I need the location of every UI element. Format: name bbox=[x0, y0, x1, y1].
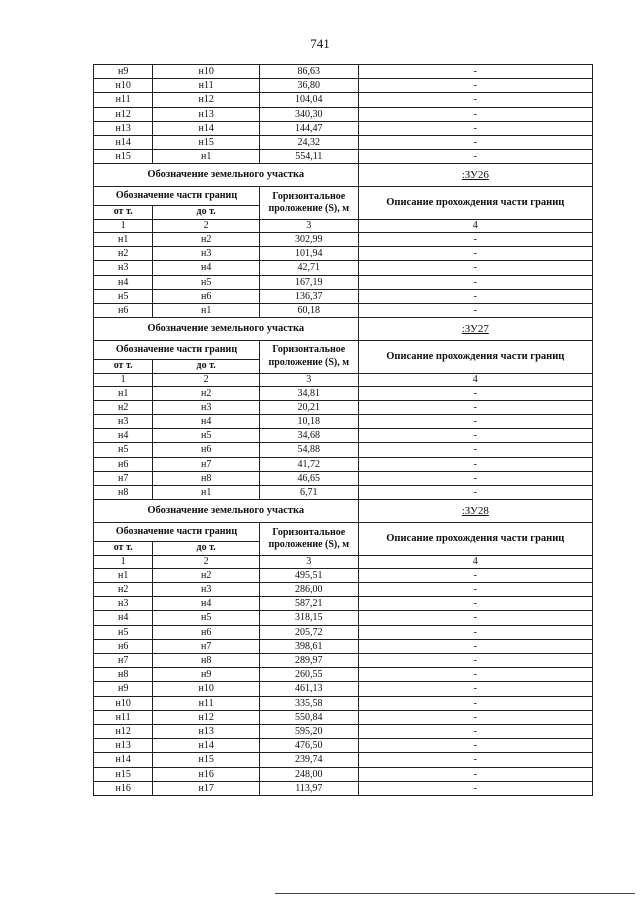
length-cell: 398,61 bbox=[259, 639, 358, 653]
table-row bbox=[94, 486, 593, 500]
from-header: от т. bbox=[94, 542, 153, 556]
from-header: от т. bbox=[94, 360, 153, 374]
to-header: до т. bbox=[153, 206, 260, 220]
length-cell: 41,72 bbox=[259, 457, 358, 471]
from-point-cell: н6 bbox=[94, 457, 153, 471]
length-header: Горизонтальное проложение (S), м bbox=[259, 341, 358, 374]
to-point-cell: н4 bbox=[153, 597, 260, 611]
description-cell: - bbox=[358, 443, 592, 457]
length-cell: 60,18 bbox=[259, 303, 358, 317]
column-number: 4 bbox=[358, 555, 592, 568]
length-cell: 205,72 bbox=[259, 625, 358, 639]
to-point-cell: н10 bbox=[153, 65, 260, 79]
to-point-cell: н10 bbox=[153, 682, 260, 696]
table-row bbox=[94, 400, 593, 414]
description-cell: - bbox=[358, 710, 592, 724]
description-cell: - bbox=[358, 682, 592, 696]
table-row bbox=[94, 415, 593, 429]
page-bottom-rule bbox=[275, 893, 635, 894]
section-title-row bbox=[94, 500, 593, 523]
description-cell: - bbox=[358, 457, 592, 471]
description-header: Описание прохождения части границ bbox=[358, 187, 592, 220]
description-cell: - bbox=[358, 753, 592, 767]
from-point-cell: н10 bbox=[94, 79, 153, 93]
from-point-cell: н4 bbox=[94, 275, 153, 289]
section-label: Обозначение земельного участка bbox=[94, 500, 359, 523]
from-point-cell: н3 bbox=[94, 415, 153, 429]
table-row bbox=[94, 303, 593, 317]
to-point-cell: н8 bbox=[153, 653, 260, 667]
table-row bbox=[94, 781, 593, 795]
to-point-cell: н7 bbox=[153, 457, 260, 471]
description-cell: - bbox=[358, 611, 592, 625]
description-cell: - bbox=[358, 725, 592, 739]
length-cell: 36,80 bbox=[259, 79, 358, 93]
to-point-cell: н2 bbox=[153, 232, 260, 246]
to-point-cell: н1 bbox=[153, 486, 260, 500]
length-cell: 476,50 bbox=[259, 739, 358, 753]
to-point-cell: н4 bbox=[153, 415, 260, 429]
description-cell: - bbox=[358, 150, 592, 164]
to-point-cell: н8 bbox=[153, 471, 260, 485]
length-cell: 260,55 bbox=[259, 668, 358, 682]
to-point-cell: н6 bbox=[153, 443, 260, 457]
to-point-cell: н14 bbox=[153, 739, 260, 753]
description-cell: - bbox=[358, 739, 592, 753]
from-point-cell: н5 bbox=[94, 625, 153, 639]
parcel-code: :ЗУ28 bbox=[358, 500, 592, 523]
section-title-row bbox=[94, 318, 593, 341]
description-cell: - bbox=[358, 486, 592, 500]
length-cell: 595,20 bbox=[259, 725, 358, 739]
from-point-cell: н14 bbox=[94, 753, 153, 767]
column-number-row bbox=[94, 219, 593, 232]
description-cell: - bbox=[358, 639, 592, 653]
length-cell: 335,58 bbox=[259, 696, 358, 710]
table-row bbox=[94, 653, 593, 667]
to-point-cell: н3 bbox=[153, 247, 260, 261]
from-point-cell: н7 bbox=[94, 653, 153, 667]
header-row bbox=[94, 523, 593, 542]
description-cell: - bbox=[358, 653, 592, 667]
length-cell: 24,32 bbox=[259, 136, 358, 150]
table-row bbox=[94, 767, 593, 781]
parcel-code: :ЗУ26 bbox=[358, 164, 592, 187]
section-title-row bbox=[94, 164, 593, 187]
to-point-cell: н5 bbox=[153, 611, 260, 625]
boundary-table-body bbox=[94, 65, 593, 796]
from-point-cell: н9 bbox=[94, 65, 153, 79]
length-cell: 20,21 bbox=[259, 400, 358, 414]
table-row bbox=[94, 65, 593, 79]
description-cell: - bbox=[358, 582, 592, 596]
boundary-table bbox=[93, 64, 593, 796]
to-header: до т. bbox=[153, 360, 260, 374]
table-row bbox=[94, 696, 593, 710]
length-cell: 34,68 bbox=[259, 429, 358, 443]
description-cell: - bbox=[358, 568, 592, 582]
to-point-cell: н14 bbox=[153, 121, 260, 135]
length-cell: 167,19 bbox=[259, 275, 358, 289]
from-header: от т. bbox=[94, 206, 153, 220]
from-point-cell: н10 bbox=[94, 696, 153, 710]
column-number: 3 bbox=[259, 555, 358, 568]
description-cell: - bbox=[358, 136, 592, 150]
to-point-cell: н7 bbox=[153, 639, 260, 653]
description-cell: - bbox=[358, 65, 592, 79]
table-row bbox=[94, 710, 593, 724]
description-header: Описание прохождения части границ bbox=[358, 341, 592, 374]
length-cell: 46,65 bbox=[259, 471, 358, 485]
description-cell: - bbox=[358, 415, 592, 429]
description-cell: - bbox=[358, 597, 592, 611]
description-cell: - bbox=[358, 781, 592, 795]
table-row bbox=[94, 639, 593, 653]
table-row bbox=[94, 457, 593, 471]
from-point-cell: н12 bbox=[94, 725, 153, 739]
length-cell: 10,18 bbox=[259, 415, 358, 429]
length-cell: 104,04 bbox=[259, 93, 358, 107]
description-cell: - bbox=[358, 289, 592, 303]
column-number: 3 bbox=[259, 219, 358, 232]
table-row bbox=[94, 261, 593, 275]
description-cell: - bbox=[358, 79, 592, 93]
length-header: Горизонтальное проложение (S), м bbox=[259, 523, 358, 556]
table-row bbox=[94, 232, 593, 246]
from-point-cell: н7 bbox=[94, 471, 153, 485]
description-cell: - bbox=[358, 261, 592, 275]
length-cell: 248,00 bbox=[259, 767, 358, 781]
header-row bbox=[94, 341, 593, 360]
to-point-cell: н15 bbox=[153, 136, 260, 150]
column-number: 3 bbox=[259, 373, 358, 386]
from-point-cell: н15 bbox=[94, 150, 153, 164]
table-row bbox=[94, 725, 593, 739]
to-point-cell: н2 bbox=[153, 568, 260, 582]
table-row bbox=[94, 471, 593, 485]
description-cell: - bbox=[358, 121, 592, 135]
description-cell: - bbox=[358, 275, 592, 289]
table-row bbox=[94, 247, 593, 261]
from-point-cell: н16 bbox=[94, 781, 153, 795]
table-row bbox=[94, 275, 593, 289]
table-row bbox=[94, 668, 593, 682]
to-point-cell: н11 bbox=[153, 79, 260, 93]
section-label: Обозначение земельного участка bbox=[94, 318, 359, 341]
from-point-cell: н9 bbox=[94, 682, 153, 696]
column-number: 1 bbox=[94, 555, 153, 568]
from-point-cell: н12 bbox=[94, 107, 153, 121]
description-header: Описание прохождения части границ bbox=[358, 523, 592, 556]
column-number: 4 bbox=[358, 219, 592, 232]
description-cell: - bbox=[358, 767, 592, 781]
length-header: Горизонтальное проложение (S), м bbox=[259, 187, 358, 220]
table-row bbox=[94, 386, 593, 400]
column-number: 1 bbox=[94, 373, 153, 386]
table-row bbox=[94, 625, 593, 639]
from-point-cell: н8 bbox=[94, 668, 153, 682]
length-cell: 461,13 bbox=[259, 682, 358, 696]
from-point-cell: н5 bbox=[94, 289, 153, 303]
to-point-cell: н13 bbox=[153, 107, 260, 121]
table-row bbox=[94, 136, 593, 150]
from-point-cell: н2 bbox=[94, 247, 153, 261]
from-point-cell: н4 bbox=[94, 611, 153, 625]
from-point-cell: н3 bbox=[94, 597, 153, 611]
table-row bbox=[94, 150, 593, 164]
description-cell: - bbox=[358, 429, 592, 443]
to-point-cell: н3 bbox=[153, 400, 260, 414]
description-cell: - bbox=[358, 696, 592, 710]
table-row bbox=[94, 568, 593, 582]
to-point-cell: н2 bbox=[153, 386, 260, 400]
table-row bbox=[94, 597, 593, 611]
table-row bbox=[94, 93, 593, 107]
parts-header: Обозначение части границ bbox=[94, 187, 260, 206]
description-cell: - bbox=[358, 668, 592, 682]
parts-header: Обозначение части границ bbox=[94, 341, 260, 360]
table-row bbox=[94, 443, 593, 457]
from-point-cell: н5 bbox=[94, 443, 153, 457]
column-number: 2 bbox=[153, 219, 260, 232]
length-cell: 239,74 bbox=[259, 753, 358, 767]
to-point-cell: н5 bbox=[153, 275, 260, 289]
to-point-cell: н3 bbox=[153, 582, 260, 596]
from-point-cell: н11 bbox=[94, 710, 153, 724]
description-cell: - bbox=[358, 471, 592, 485]
length-cell: 6,71 bbox=[259, 486, 358, 500]
length-cell: 495,51 bbox=[259, 568, 358, 582]
length-cell: 101,94 bbox=[259, 247, 358, 261]
length-cell: 340,30 bbox=[259, 107, 358, 121]
length-cell: 289,97 bbox=[259, 653, 358, 667]
section-label: Обозначение земельного участка bbox=[94, 164, 359, 187]
description-cell: - bbox=[358, 93, 592, 107]
table-row bbox=[94, 682, 593, 696]
from-point-cell: н15 bbox=[94, 767, 153, 781]
table-row bbox=[94, 753, 593, 767]
to-point-cell: н1 bbox=[153, 150, 260, 164]
length-cell: 302,99 bbox=[259, 232, 358, 246]
header-row bbox=[94, 187, 593, 206]
length-cell: 136,37 bbox=[259, 289, 358, 303]
to-point-cell: н4 bbox=[153, 261, 260, 275]
to-point-cell: н5 bbox=[153, 429, 260, 443]
parts-header: Обозначение части границ bbox=[94, 523, 260, 542]
table-row bbox=[94, 79, 593, 93]
to-point-cell: н9 bbox=[153, 668, 260, 682]
description-cell: - bbox=[358, 107, 592, 121]
length-cell: 554,11 bbox=[259, 150, 358, 164]
parcel-code: :ЗУ27 bbox=[358, 318, 592, 341]
description-cell: - bbox=[358, 232, 592, 246]
from-point-cell: н1 bbox=[94, 568, 153, 582]
length-cell: 86,63 bbox=[259, 65, 358, 79]
to-point-cell: н12 bbox=[153, 93, 260, 107]
description-cell: - bbox=[358, 303, 592, 317]
from-point-cell: н6 bbox=[94, 303, 153, 317]
column-number: 2 bbox=[153, 373, 260, 386]
to-point-cell: н6 bbox=[153, 625, 260, 639]
table-row bbox=[94, 582, 593, 596]
from-point-cell: н8 bbox=[94, 486, 153, 500]
table-row bbox=[94, 429, 593, 443]
to-point-cell: н13 bbox=[153, 725, 260, 739]
from-point-cell: н3 bbox=[94, 261, 153, 275]
table-row bbox=[94, 289, 593, 303]
to-point-cell: н16 bbox=[153, 767, 260, 781]
from-point-cell: н13 bbox=[94, 121, 153, 135]
length-cell: 550,84 bbox=[259, 710, 358, 724]
table-row bbox=[94, 611, 593, 625]
from-point-cell: н13 bbox=[94, 739, 153, 753]
length-cell: 587,21 bbox=[259, 597, 358, 611]
to-point-cell: н15 bbox=[153, 753, 260, 767]
description-cell: - bbox=[358, 247, 592, 261]
to-point-cell: н6 bbox=[153, 289, 260, 303]
to-point-cell: н17 bbox=[153, 781, 260, 795]
from-point-cell: н2 bbox=[94, 400, 153, 414]
table-row bbox=[94, 107, 593, 121]
length-cell: 34,81 bbox=[259, 386, 358, 400]
from-point-cell: н6 bbox=[94, 639, 153, 653]
from-point-cell: н4 bbox=[94, 429, 153, 443]
description-cell: - bbox=[358, 386, 592, 400]
length-cell: 54,88 bbox=[259, 443, 358, 457]
to-point-cell: н12 bbox=[153, 710, 260, 724]
description-cell: - bbox=[358, 625, 592, 639]
from-point-cell: н14 bbox=[94, 136, 153, 150]
length-cell: 144,47 bbox=[259, 121, 358, 135]
length-cell: 42,71 bbox=[259, 261, 358, 275]
page-number: 741 bbox=[310, 36, 330, 51]
from-point-cell: н2 bbox=[94, 582, 153, 596]
column-number: 4 bbox=[358, 373, 592, 386]
to-point-cell: н11 bbox=[153, 696, 260, 710]
length-cell: 286,00 bbox=[259, 582, 358, 596]
column-number-row bbox=[94, 555, 593, 568]
description-cell: - bbox=[358, 400, 592, 414]
column-number: 1 bbox=[94, 219, 153, 232]
from-point-cell: н1 bbox=[94, 386, 153, 400]
table-row bbox=[94, 739, 593, 753]
column-number-row bbox=[94, 373, 593, 386]
length-cell: 113,97 bbox=[259, 781, 358, 795]
from-point-cell: н1 bbox=[94, 232, 153, 246]
column-number: 2 bbox=[153, 555, 260, 568]
table-row bbox=[94, 121, 593, 135]
from-point-cell: н11 bbox=[94, 93, 153, 107]
to-point-cell: н1 bbox=[153, 303, 260, 317]
length-cell: 318,15 bbox=[259, 611, 358, 625]
to-header: до т. bbox=[153, 542, 260, 556]
